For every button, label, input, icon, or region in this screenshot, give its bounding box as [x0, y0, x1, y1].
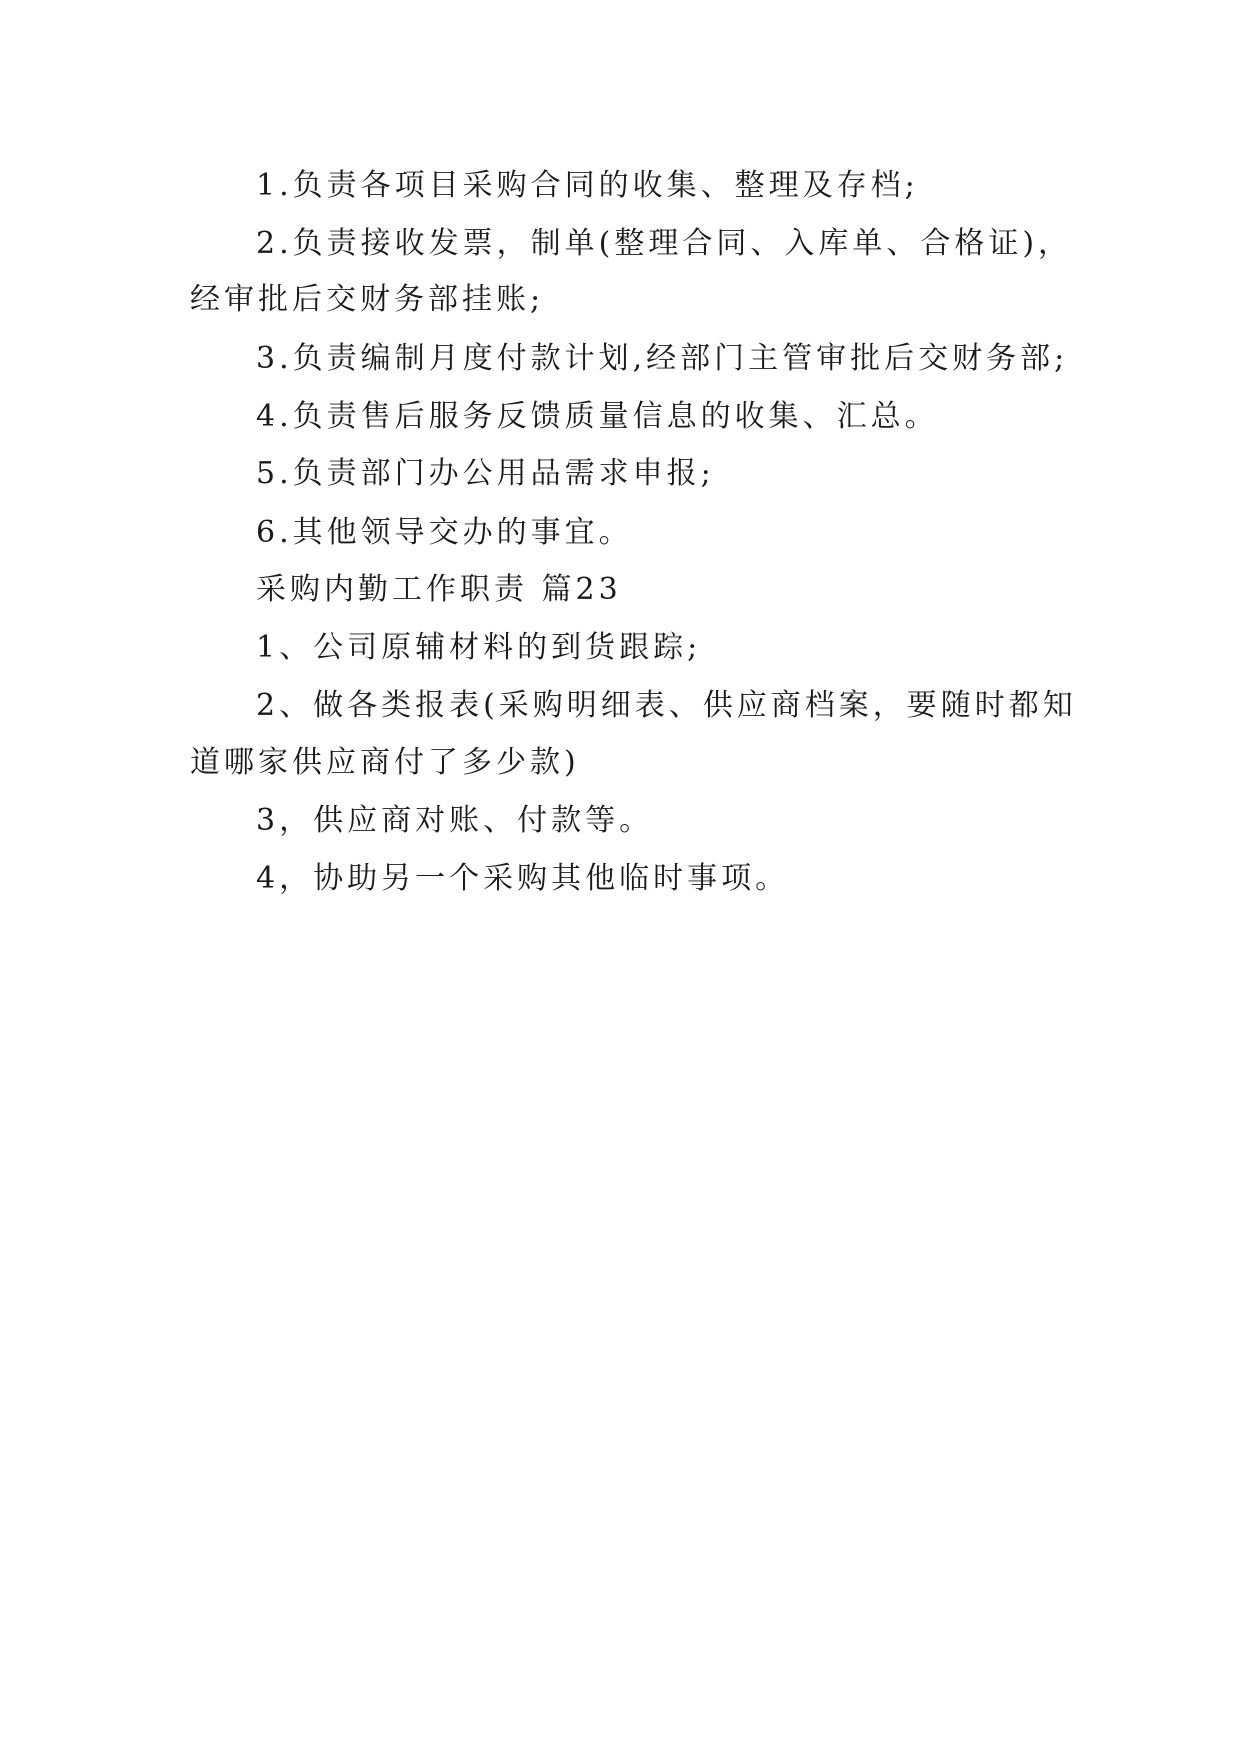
section-item-2-continued: 道哪家供应商付了多少款): [190, 745, 580, 780]
section-item-2: 2、做各类报表(采购明细表、供应商档案，要随时都知: [256, 688, 1077, 723]
duty-item-3: 3.负责编制月度付款计划,经部门主管审批后交财务部;: [256, 341, 1069, 376]
section-item-1: 1、公司原辅材料的到货跟踪;: [256, 630, 702, 665]
duty-item-6: 6.其他领导交办的事宜。: [256, 515, 633, 550]
section-item-3: 3，供应商对账、付款等。: [256, 803, 654, 838]
duty-item-2-continued: 经审批后交财务部挂账;: [190, 282, 545, 317]
duty-item-5: 5.负责部门办公用品需求申报;: [256, 456, 715, 491]
duty-item-1: 1.负责各项目采购合同的收集、整理及存档;: [256, 168, 919, 203]
section-heading: 采购内勤工作职责 篇23: [256, 572, 622, 607]
duty-item-4: 4.负责售后服务反馈质量信息的收集、汇总。: [256, 399, 939, 434]
section-item-4: 4，协助另一个采购其他临时事项。: [256, 861, 790, 896]
duty-item-2: 2.负责接收发票，制单(整理合同、入库单、合格证)，: [256, 226, 1073, 261]
